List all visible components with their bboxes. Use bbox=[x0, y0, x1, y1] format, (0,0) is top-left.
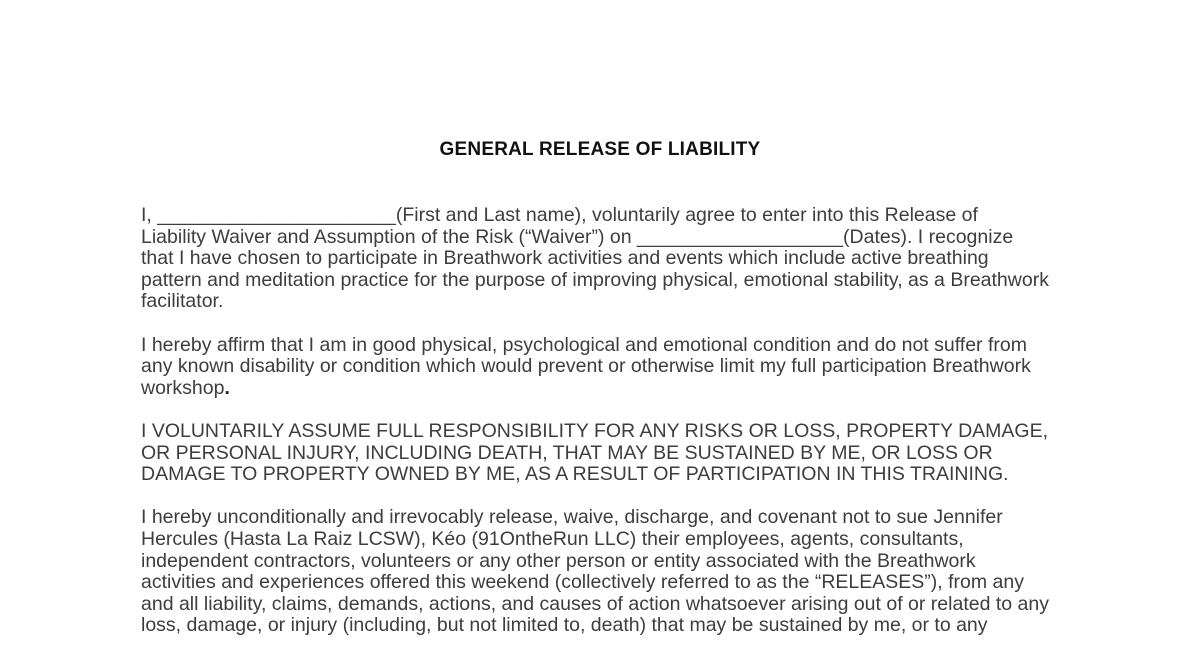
text-line: facilitator. bbox=[141, 290, 224, 313]
text-line: pattern and meditation practice for the purpose of improving physical, emotional stability, as a Breathwork bbox=[141, 268, 1049, 291]
paragraph-intro bbox=[141, 205, 1071, 313]
text-line: DAMAGE TO PROPERTY OWNED BY ME, AS A RESULT OF PARTICIPATION IN THIS TRAINING. bbox=[141, 463, 1009, 486]
paragraph-assumption-of-risk bbox=[141, 421, 1071, 486]
text-line bbox=[141, 378, 1071, 400]
text-line: activities and experiences offered this weekend (collectively referred to as the “RELEASES”), from any bbox=[141, 571, 1024, 594]
text-line: I VOLUNTARILY ASSUME FULL RESPONSIBILITY FOR ANY RISKS OR LOSS, PROPERTY DAMAGE, bbox=[141, 419, 1049, 442]
text-line: that I have chosen to participate in Breathwork activities and events which include active breathing bbox=[141, 247, 989, 270]
text-line: OR PERSONAL INJURY, INCLUDING DEATH, THAT MAY BE SUSTAINED BY ME, OR LOSS OR bbox=[141, 441, 993, 464]
text-line: and all liability, claims, demands, actions, and causes of action whatsoever arising out of or related to any bbox=[141, 592, 1049, 615]
text-line: Liability Waiver and Assumption of the Risk (“Waiver”) on ___________________(Dates). I recognize bbox=[141, 225, 1014, 248]
text-line: any known disability or condition which would prevent or otherwise limit my full participation Breathwork bbox=[141, 355, 1031, 378]
text-line: Hercules (Hasta La Raiz LCSW), Kéo (91OntheRun LLC) their employees, agents, consultants, bbox=[141, 527, 964, 550]
document-body bbox=[141, 205, 1071, 658]
bold-period: . bbox=[224, 376, 230, 399]
text-line: loss, damage, or injury (including, but not limited to, death) that may be sustained by me, or to any bbox=[141, 614, 988, 637]
text-line: I hereby unconditionally and irrevocably release, waive, discharge, and covenant not to sue Jennifer bbox=[141, 506, 1003, 529]
paragraph-release bbox=[141, 507, 1071, 637]
paragraph-affirmation bbox=[141, 335, 1071, 400]
text-line: I, ______________________(First and Last name), voluntarily agree to enter into this Release of bbox=[141, 204, 978, 226]
text-line: independent contractors, volunteers or any other person or entity associated with the Breathwork bbox=[141, 549, 976, 572]
document-title: GENERAL RELEASE OF LIABILITY bbox=[439, 139, 761, 160]
text-segment: workshop bbox=[141, 376, 225, 399]
text-line: I hereby affirm that I am in good physical, psychological and emotional condition and do not suffer from bbox=[141, 333, 1027, 356]
